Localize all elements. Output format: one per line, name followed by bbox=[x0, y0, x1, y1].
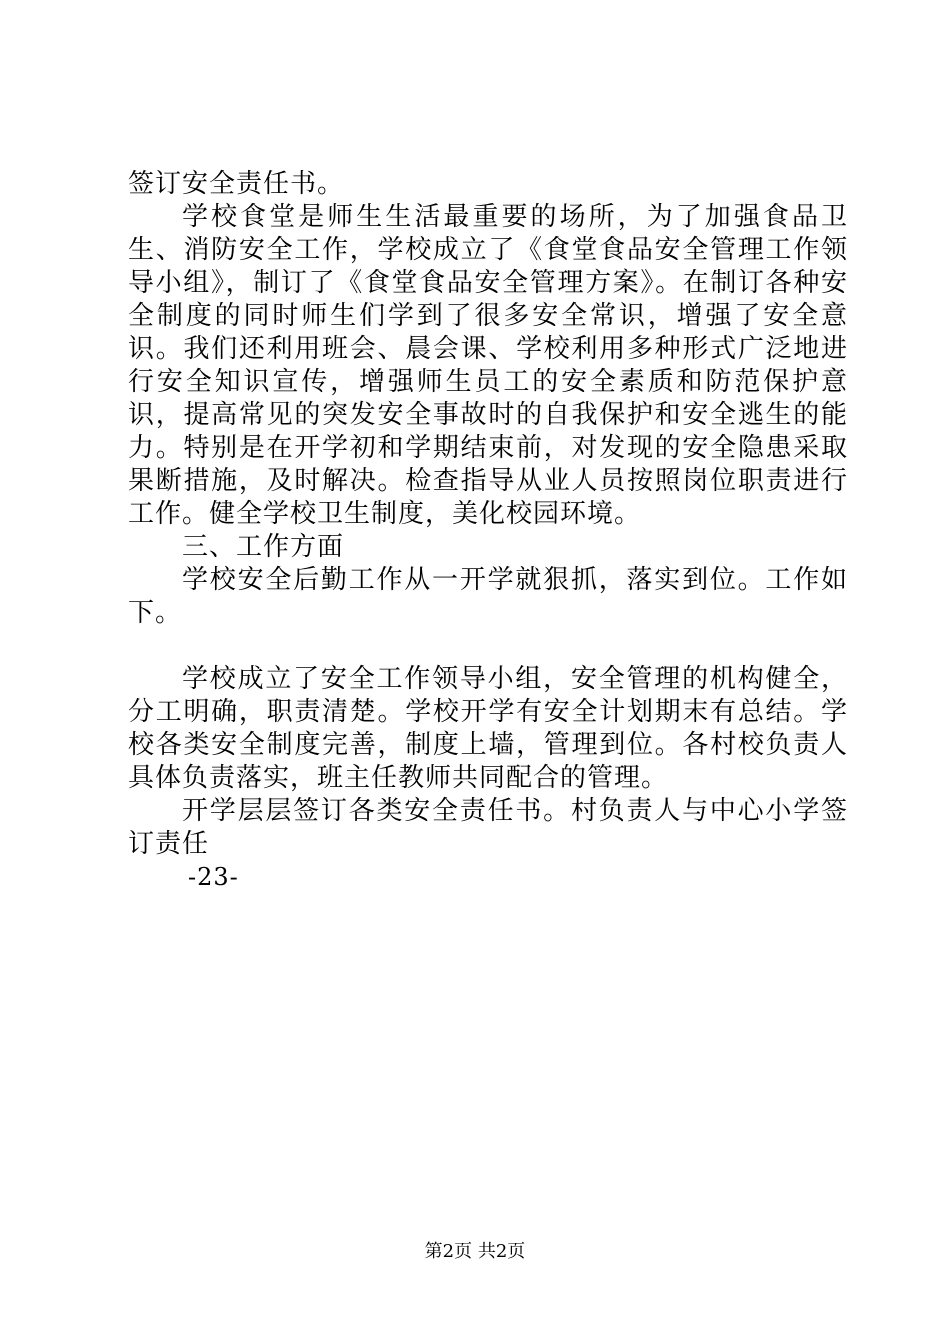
paragraph-3: 学校安全后勤工作从一开学就狠抓，落实到位。工作如下。 bbox=[128, 565, 848, 628]
paragraph-2: 学校食堂是师生生活最重要的场所，为了加强食品卫生、消防安全工作，学校成立了《食堂食品安全管理工作领导小组》，制订了《食堂食品安全管理方案》。在制订各种安全制度的同时师生们学到了很多安全常识，增强了安全意识。我们还利用班会、晨会课、学校利用多种形式广泛地进行安全知识宣传，增强师生员工的安全素质和防范保护意识，提高常见的突发安全事故时的自我保护和安全逃生的能力。特别是在开学初和学期结束前，对发现的安全隐患采取果断措施，及时解决。检查指导从业人员按照岗位职责进行工作。健全学校卫生制度，美化校园环境。 bbox=[128, 202, 848, 529]
paragraph-4: 学校成立了安全工作领导小组，安全管理的机构健全，分工明确，职责清楚。学校开学有安全计划期末有总结。学校各类安全制度完善，制度上墙，管理到位。各村校负责人具体负责落实，班主任教师共同配合的管理。 bbox=[128, 664, 848, 793]
section-heading: 三、工作方面 bbox=[182, 532, 345, 562]
document-body bbox=[128, 168, 848, 894]
page-footer: 第2页 共2页 bbox=[424, 1241, 526, 1262]
paragraph-5: 开学层层签订各类安全责任书。村负责人与中心小学签订责任 bbox=[128, 796, 848, 859]
paragraph-1: 签订安全责任书。 bbox=[128, 169, 345, 199]
inline-page-number: -23- bbox=[188, 863, 239, 891]
